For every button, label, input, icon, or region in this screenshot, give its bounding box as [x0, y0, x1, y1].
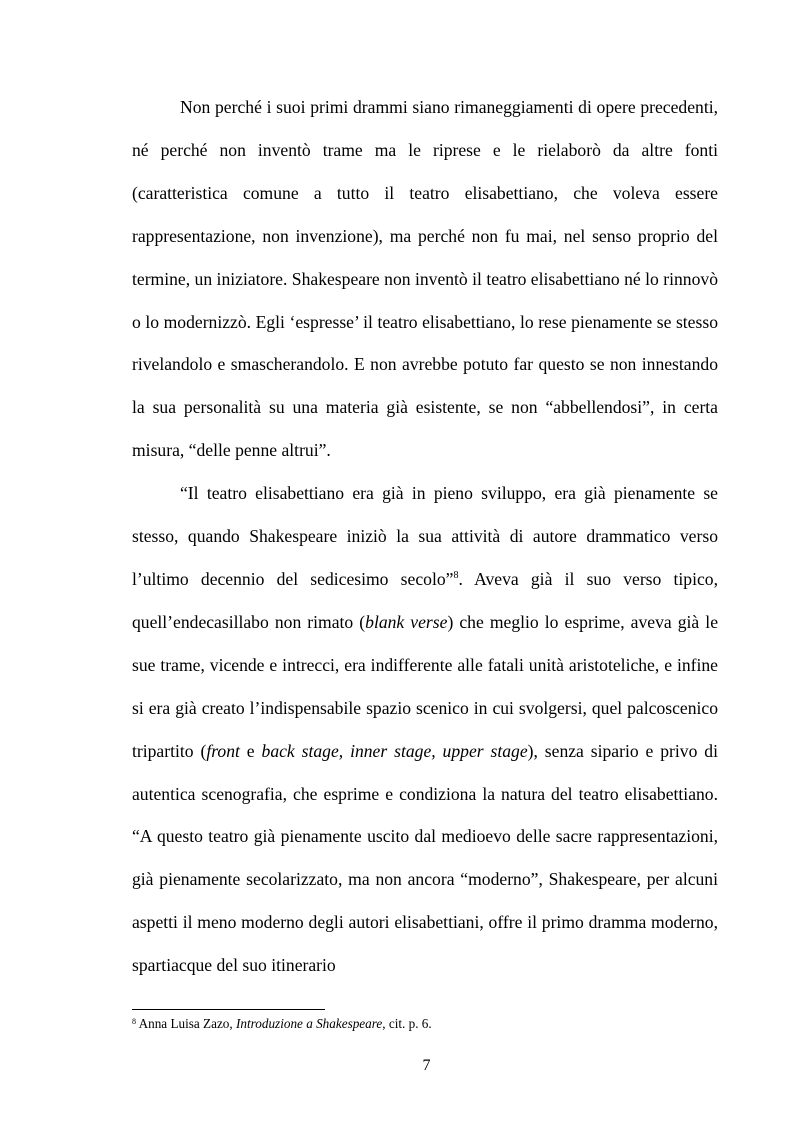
paragraph-text: . Aveva già il suo verso tipico, quell’endecasillabo non rimato (: [132, 568, 718, 632]
footnote-title: Introduzione a Shakespeare: [235, 1016, 383, 1031]
footnote-reference: 8: [453, 569, 459, 581]
paragraph: [132, 472, 718, 987]
paragraph-text: e: [239, 740, 262, 761]
footnote: [132, 1015, 718, 1032]
footnote-author: Anna Luisa Zazo,: [138, 1016, 236, 1031]
italic-text: front: [206, 740, 240, 761]
paragraph-text: Non perché i suoi primi drammi siano rimaneggiamenti di opere precedenti, né perché non inventò trame ma le riprese e le rielaborò da altre fonti (caratteristica comune a tutto il teatro elisabettiano, che voleva essere rappresentazione, non invenzione), ma perché non fu mai, nel senso proprio del termine, un iniziatore. Shakespeare non inventò il teatro elisabettiano né lo rinnovò o lo modernizzò. Egli ‘espresse’ il teatro elisabettiano, lo rese pienamente se stesso rivelandolo e smascherandolo. E non avrebbe potuto far questo se non innestando la sua personalità su una materia già esistente, se non “abbellendosi”, in certa misura, “delle penne altrui”.: [132, 97, 718, 461]
body-text: [132, 86, 718, 987]
paragraph-text: “Il teatro elisabettiano era già in pieno sviluppo, era già pienamente se stesso, quando Shakespeare iniziò la sua attività di autore drammatico verso l’ultimo decennio del sedicesimo secolo”: [132, 483, 718, 589]
paragraph-text: ), senza sipario e privo di autentica scenografia, che esprime e condiziona la natura del teatro elisabettiano. “A questo teatro già pienamente uscito dal medioevo delle sacre rappresentazioni, già pienamente secolarizzato, ma non ancora “moderno”, Shakespeare, per alcuni aspetti il meno moderno degli autori elisabettiani, offre il primo dramma moderno, spartiacque del suo itinerario: [132, 740, 718, 976]
page-number: 7: [422, 1057, 431, 1074]
footnote-mark: 8: [132, 1017, 136, 1026]
paragraph: [132, 86, 718, 472]
footnote-rest: , cit. p. 6.: [382, 1016, 432, 1031]
paragraph-text: ) che meglio lo esprime, aveva già le sue trame, vicende e intrecci, era indifferente alle fatali unità aristoteliche, e infine si era già creato l’indispensabile spazio scenico in cui svolgersi, quel palcoscenico tripartito (: [132, 611, 719, 761]
footnote-separator: [132, 1009, 325, 1010]
italic-text: blank verse: [365, 611, 448, 632]
italic-text: back stage, inner stage, upper stage: [261, 740, 528, 761]
